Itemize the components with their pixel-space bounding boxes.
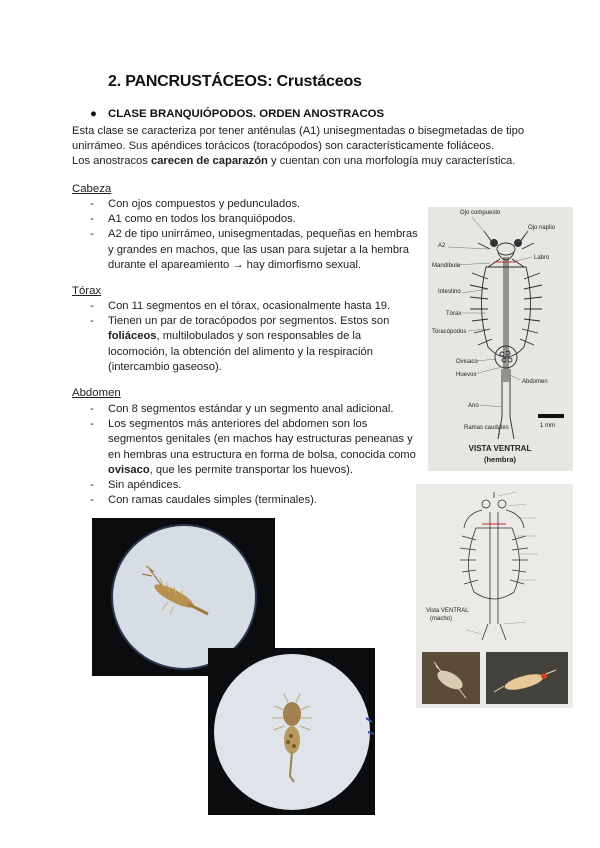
torax-item: - Con 11 segmentos en el tórax, ocasionalmente hasta 19.: [90, 299, 420, 314]
torax-bold: foliáceos: [108, 330, 157, 343]
cabeza-list: [90, 197, 420, 273]
label-intestino: Intestino: [438, 289, 461, 295]
intro-text: Los anostracos: [72, 155, 151, 167]
abdomen-item: [90, 417, 420, 478]
abdomen-bold: ovisaco: [108, 463, 150, 476]
torax-heading: Tórax: [72, 285, 102, 297]
abdomen-item: - Con ramas caudales simples (terminales).: [90, 493, 420, 508]
cabeza-heading: Cabeza: [72, 183, 112, 195]
label-labro: Labro: [534, 255, 550, 261]
male-diagram-figure: [416, 484, 573, 708]
intro-text-end: y cuentan con una morfología muy característica.: [267, 155, 516, 167]
abdomen-text-end: , que les permite transportar los huevos).: [149, 463, 354, 476]
label-toracopodos: Toracópodos: [432, 329, 467, 335]
intro-line-2: unirrámeo. Sus apéndices torácicos (toracópodos) son característicamente foliáceos.: [72, 140, 495, 152]
torax-item: [90, 314, 420, 375]
male-caption-2: (macho): [430, 616, 453, 622]
bullet-dot-icon: ●: [90, 108, 97, 120]
label-abdomen: Abdomen: [522, 379, 548, 385]
label-ovisaco: Ovisaco: [456, 359, 478, 365]
abdomen-text: Los segmentos más anteriores del abdomen son los segmentos genitales (en machos hay estructuras peneanas y en hembras una estructura en forma de bolsa, conocida como: [108, 418, 416, 461]
female-caption-2: (hembra): [483, 455, 517, 464]
label-ojo-compuesto: Ojo compuesto: [460, 210, 501, 216]
intro-paragraph: [72, 124, 532, 169]
cabeza-item: - Con ojos compuestos y pedunculados.: [90, 197, 420, 212]
cabeza-item: - A2 de tipo unirrámeo, unisegmentadas, pequeñas en hembras y grandes en machos, que las usan para sujetar a la hembra durante el apareamiento → hay dimorfismo sexual.: [90, 227, 420, 273]
abdomen-heading: Abdomen: [72, 387, 121, 399]
female-caption-1: VISTA VENTRAL: [468, 444, 532, 453]
label-a2: A2: [438, 243, 446, 249]
label-huevos: Huevos: [456, 372, 477, 378]
label-ramas-caudales: Ramas caudales: [464, 425, 509, 431]
intro-bold: carecen de caparazón: [150, 155, 268, 167]
label-ojo-nauplio: Ojo naplio: [528, 225, 556, 231]
label-mandibula: Mandíbula: [432, 263, 461, 269]
intro-line-3: [72, 154, 532, 169]
cabeza-item: - A1 como en todos los branquiópodos.: [90, 212, 420, 227]
class-heading: [90, 108, 384, 120]
label-torax: Tórax: [446, 311, 462, 317]
abdomen-item: - Con 8 segmentos estándar y un segmento anal adicional.: [90, 402, 420, 417]
torax-list: [90, 299, 420, 375]
abdomen-list: [90, 402, 420, 508]
microscope-photo-2: [208, 648, 375, 815]
male-photo-right: [486, 652, 568, 704]
torax-text: Tienen un par de toracópodos por segmentos. Estos son: [108, 315, 390, 328]
class-heading-text: CLASE BRANQUIÓPODOS. ORDEN ANOSTRACOS: [108, 108, 385, 120]
page-title: 2. PANCRUSTÁCEOS: Crustáceos: [108, 73, 362, 90]
male-caption-1: Vista VENTRAL: [426, 608, 469, 614]
female-diagram-figure: [428, 207, 573, 471]
abdomen-item: - Sin apéndices.: [90, 478, 420, 493]
label-scale: 1 mm: [540, 423, 555, 429]
torax-text-end: , multilobulados y son responsables de la locomoción, la obtención del alimento y la respiración (intercambio gaseoso).: [108, 330, 373, 373]
male-photo-left: [422, 652, 480, 704]
label-ano: Ano: [468, 403, 479, 409]
intro-line-1: Esta clase se caracteriza por tener anténulas (A1) unisegmentadas o bisegmetadas de tipo: [72, 125, 525, 137]
